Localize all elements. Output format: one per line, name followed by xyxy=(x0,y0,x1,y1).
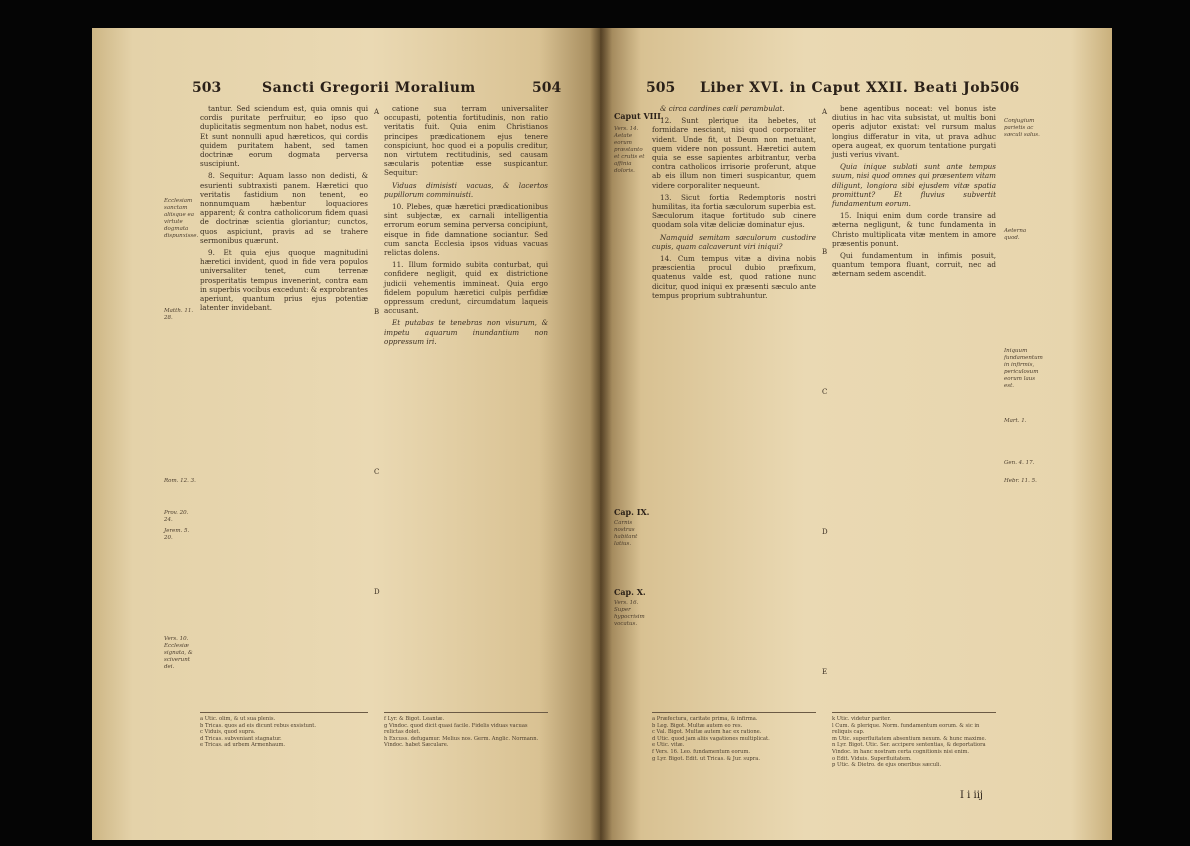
margin-note: Vers. 10. Ecclesiæ signata, & sciverunt dei. xyxy=(164,636,193,670)
text-column-1 xyxy=(652,104,816,303)
footnote: a Utic. olim, & ut sua plenis. xyxy=(200,716,276,722)
book-gutter xyxy=(590,28,612,840)
chapter-note: Carnis nostras habitant latius. xyxy=(614,520,638,547)
footnote: e Tricas. ad urbem Armenhaum. xyxy=(200,742,286,749)
footnote: h Excuss. defugamur. Melius nos. Germ. Anglic. Normann. Vindoc. habet Sæculare. xyxy=(384,735,539,749)
footnote: g Lyr. Bigot. Edit. ut Tricas. & Jur. supra. xyxy=(652,755,760,762)
footnote: o Edit. Viduis. Superfluitatem. xyxy=(832,755,912,762)
footnote: a Præfectura, caritate prima, & infirma. xyxy=(652,716,758,722)
chapter-label: Cap. IX. xyxy=(614,507,650,517)
footnote: f Vers. 16. Leo. fundamentum eorum. xyxy=(652,748,751,755)
open-book xyxy=(92,28,1112,840)
paragraph: Qui fundamentum in infimis posuit, quantum tempora fluant, corruit, nec ad æternam sedem ascendit. xyxy=(832,251,996,279)
footnote: k Utic. videtur pariter. xyxy=(832,716,891,722)
footnote: g Vindoc. quod dicit quasi facile. Fidelis viduas vacuas relictas dolet. xyxy=(384,722,528,736)
paragraph: 15. Iniqui enim dum corde transire ad æterna negligunt, & tunc fundamenta in Christo multiplicata vitæ mentem in amore præsentis ponunt. xyxy=(832,211,996,248)
margin-note: Iniquum fundamentum in infirmis, periculosum eorum laus est. xyxy=(1004,348,1043,389)
footnote: f Lyr. & Bigot. Leantæ. xyxy=(384,716,445,722)
text-column-2 xyxy=(384,104,548,349)
footnote: c Val. Bigot. Multæ autem hac ex ratione. xyxy=(652,729,762,736)
scripture-quote: & circa cardines cæli perambulat. xyxy=(660,104,785,113)
margin-note: Rom. 12. 3. xyxy=(164,478,196,484)
paragraph: 14. Cum tempus vitæ a divina nobis præscientia procul dubio præfixum, quatenus valde est, quod ratione nunc dicitur, quod iniqui ex præsenti sæculo ante tempus proprium subtrahuntur. xyxy=(652,254,816,300)
paragraph: bene agentibus noceat: vel bonus iste diutius in hac vita subsistat, ut multis boni operis adjutor existat: vel rursum malus longius differatur in vita, ut prava adhuc opera augeat, ex quorum tentatione purgati justi verius vivant. xyxy=(832,104,996,160)
paragraph: 9. Et quia ejus quoque magnitudini hæretici invident, quod in fide vera populos universaliter tenet, cum terrenæ prosperitatis tempus invenerint, contra eam in superbis vocibus excedunt: & exprobrantes aperiunt, quantum prius ejus potentiæ latenter invidebant. xyxy=(200,248,368,313)
footnote: l Cum. & plerique. Norm. fundamentum eorum. & sic in reliquis cap. xyxy=(832,722,980,736)
footnote-rule xyxy=(200,712,368,713)
footnote: b Leg. Bigot. Multæ autem eo res. xyxy=(652,722,743,729)
margin-note: Jerem. 5. 20. xyxy=(164,528,190,541)
paragraph: tantur. Sed sciendum est, quia omnis qui cordis puritate perfruitur, eo ipso quo duplicitatis segmentum non habet, nodus est. Et sunt nonnulli apud hæreticos, qui cordis quidem puritatem habent, sed tamen doctrinæ eorum dogmata perversa suscipiunt. xyxy=(200,104,368,169)
page-number-left: 503 xyxy=(192,80,222,96)
paragraph: 13. Sicut fortia Redemptoris nostri humilitas, ita fortia sæculorum superbia est. Sæculorum itaque fortitudo sub cinere quodam sola vitæ deliciæ dominatur ejus. xyxy=(652,192,816,230)
page-number-right: 506 xyxy=(990,80,1020,96)
margin-note: Matth. 11. 28. xyxy=(164,308,194,321)
footnote: d Tricas. subveniant stagnatur. xyxy=(200,735,282,742)
page-header-left: Sancti Gregorii Moralium xyxy=(262,80,476,96)
footnote: m Utic. superfluitatem absentium nexum. & hunc maxime. xyxy=(832,735,987,742)
footnote: d Utic. quod jam aliis vagationes multiplicat. xyxy=(652,735,770,742)
scripture-quote: Quia inique sublati sunt ante tempus suum, nisi quod omnes qui præsentem vitam diligunt, longiora sibi ejusdem vitæ spatia promittunt? Et fluvius subvertit fundamentum eorum. xyxy=(832,162,996,209)
chapter-label: Caput VIII. xyxy=(614,111,664,121)
footnote: b Tricas. quos ad eis dicunt rebus exsistunt. xyxy=(200,722,317,729)
margin-note: Aeterna quod. xyxy=(1004,228,1027,241)
paragraph: 10. Plebes, quæ hæretici prædicationibus sint subjectæ, ex carnali intelligentia errorum eorum semina perversa concipiunt, eisque in fide damnatione sociantur. Sed cum sancta Ecclesia ipsos viduas vacuas relictas dolens. xyxy=(384,202,548,258)
paragraph: 12. Sunt plerique ita hebetes, ut formidare nesciant, nisi quod corporaliter vident. Unde fit, ut Deum non metuant, quem videre non possunt. Hæretici autem quia se esse sapientes arbitrantur, verba contra catholicos irrisorie proferunt, atque ab eis illum non timeri suspicantur, quem videre corporaliter nequeunt. xyxy=(652,116,816,190)
footnote: n Lyr. Bigot. Utic. Ser. accipere sententias, & deportatiora Vindoc. in hanc nostram certa cognitionis nisi enim. xyxy=(832,742,986,755)
left-page: 503 Sancti Gregorii Moralium 504 Ecclesiam sanctam aliisque ea virtute dogmata dispunxisse. Matth. 11. 28. Rom. 12. 3. Prov. 20. 24. Jerem. 5. 20. Vers. 10. Ecclesiæ signata, & sciverunt dei. tantur. Sed sciendum est, quia omnis qui cordis puritate perfruitur, eo ipso quo duplicitatis segmentum non habet, nodus est. Et sunt nonnulli apud hæreticos, qui cordis quidem puritatem habent, sed tamen doctrinæ eorum dogmata perversa suscipiunt. 8. Sequitur: Aquam lasso non dedisti, & esurienti subtraxisti panem. Hæretici quo veritatis fastidium non tenent, eo nonnumquam hæbentur loquaciores apparent; & contra catholicorum fidem quasi de doctrinæ scientia gloriantur; cunctos, quos aspiciunt, pravis ad se trahere sermonibus quærunt. 9. Et quia ejus quoque magnitudini hæretici invident, quod in fide vera populos universaliter tenet, cum terrenæ prosperitatis tempus invenerint, contra eam in superbis vocibus excedunt: & exprobrantes aperiunt, quantum prius ejus potentiæ latenter invidebant. catione sua terram universaliter occupasti, potentia fortitudinis, non ratio veritatis fuit. Quia enim Christianos principes prædicationem ejus tenere conspiciunt, hoc quod ei a populis creditur, non virtutem rectitudinis, sed causam sæcularis potentiæ esse suspicantur. Sequitur: Viduas dimisisti vacuas, & lacertos pupillorum comminuisti. 10. Plebes, quæ hæretici prædicationibus sint subjectæ, ex carnali intelligentia errorum eorum semina perversa concipiunt, eisque in fide damnatione sociantur. Sed cum sancta Ecclesia ipsos viduas vacuas relictas dolens. 11. Illum formido subita conturbat, qui confidere negligit, quid ex districtione judicii vehementis immineat. Quia ergo fidelem populum hæretici culpis perfidiæ oppressum credunt, circumdatum laqueis accusant. Et putabas te tenebras non visurum, & impetu aquarum inundantium non oppressum iri. A B C D a Utic. olim, & ut sua plenis. b Tricas. quos ad eis dicunt rebus exsistunt. c Viduis, quod supra. d Tricas. subveniant stagnatur. e Tricas. ad urbem Armenhaum. f Lyr. & Bigot. Leantæ. g Vindoc. quod dicit quasi facile. Fidelis viduas vacuas relictas dolet. h Excuss. defugamur. Melius nos. Germ. Anglic. Normann. Vindoc. habet Sæculare. xyxy=(92,28,600,840)
footnotes-left xyxy=(200,716,368,749)
text-column-2 xyxy=(832,104,996,282)
margin-note: Hebr. 11. 5. xyxy=(1004,478,1037,484)
footnotes-left xyxy=(652,716,816,762)
scripture-quote: Et putabas te tenebras non visurum, & impetu aquarum inundantium non oppressum iri. xyxy=(384,318,548,346)
chapter-label: Cap. X. xyxy=(614,587,646,597)
chapter-note: Vers. 14. Aetate eorum præstanto et crutis et affinia doloris. xyxy=(614,126,645,174)
page-number-right: 504 xyxy=(532,80,562,96)
footnote-rule xyxy=(832,712,996,713)
scripture-quote: Namquid semitam sæculorum custodire cupis, quam calcaverunt viri iniqui? xyxy=(652,232,816,251)
footnote: e Utic. vitæ. xyxy=(652,742,685,749)
page-number-left: 505 xyxy=(646,80,676,96)
footnotes-right xyxy=(384,716,548,749)
margin-note: Mart. 1. xyxy=(1004,418,1027,424)
margin-note: Ecclesiam sanctam aliisque ea virtute dogmata dispunxisse. xyxy=(164,198,199,239)
paragraph: 11. Illum formido subita conturbat, qui confidere negligit, quid ex districtione judicii vehementis immineat. Quia ergo fidelem populum hæretici culpis perfidiæ oppressum credunt, circumdatum laqueis accusant. xyxy=(384,260,548,316)
footnote: c Viduis, quod supra. xyxy=(200,729,256,736)
footnotes-right xyxy=(832,716,996,769)
scripture-quote: Viduas dimisisti vacuas, & lacertos pupillorum comminuisti. xyxy=(384,180,548,199)
margin-note: Gen. 4. 17. xyxy=(1004,460,1035,466)
margin-note: Prov. 20. 24. xyxy=(164,510,189,523)
chapter-note: Vers. 16. Super hypocrisim vocatus. xyxy=(614,600,645,627)
paragraph: catione sua terram universaliter occupasti, potentia fortitudinis, non ratio veritatis fuit. Quia enim Christianos principes prædicationem ejus tenere conspiciunt, hoc quod ei a populis creditur, non virtutem rectitudinis, sed causam sæcularis potentiæ esse suspicantur. Sequitur: xyxy=(384,104,548,178)
signature-mark: I i iij xyxy=(960,790,984,801)
page-header-right: Liber XVI. in Caput XXII. Beati Job. xyxy=(700,80,996,96)
paragraph: 8. Sequitur: Aquam lasso non dedisti, & esurienti subtraxisti panem. Hæretici quo veritatis fastidium non tenent, eo nonnumquam hæbentur loquaciores apparent; & contra catholicorum fidem quasi de doctrinæ scientia gloriantur; cunctos, quos aspiciunt, pravis ad se trahere sermonibus quærunt. xyxy=(200,171,368,245)
text-column-1 xyxy=(200,104,368,315)
footnote-rule xyxy=(652,712,816,713)
footnote: p Utic. & Dietro. de ejus oneribus sæculi. xyxy=(832,762,942,769)
margin-note: Conjugium parietis ac sæculi salus. xyxy=(1004,118,1040,138)
right-page: 505 Liber XVI. in Caput XXII. Beati Job. 506 Caput VIII. Vers. 14. Aetate eorum præstanto et crutis et affinia doloris. Cap. IX. Carnis nostras habitant latius. Cap. X. Vers. 16. Super hypocrisim vocatus. & circa cardines cæli perambulat. 12. Sunt plerique ita hebetes, ut formidare nesciant, nisi quod corporaliter vident. Unde fit, ut Deum non metuant, quem videre non possunt. Hæretici autem quia se esse sapientes arbitrantur, verba contra catholicos irrisorie proferunt, atque ab eis illum non timeri suspicantur, quem videre corporaliter nequeunt. 13. Sicut fortia Redemptoris nostri humilitas, ita fortia sæculorum superbia est. Sæculorum itaque fortitudo sub cinere quodam sola vitæ deliciæ dominatur ejus. Namquid semitam sæculorum custodire cupis, quam calcaverunt viri iniqui? 14. Cum tempus vitæ a divina nobis præscientia procul dubio præfixum, quatenus valde est, quod ratione nunc dicitur, quod iniqui ex præsenti sæculo ante tempus proprium subtrahuntur. A B C D E bene agentibus noceat: vel bonus iste diutius in hac vita subsistat, ut multis boni operis adjutor existat: vel rursum malus longius differatur in vita, ut prava adhuc opera augeat, ex quorum tentatione purgati justi verius vivant. Quia inique sublati sunt ante tempus suum, nisi quod omnes qui præsentem vitam diligunt, longiora sibi ejusdem vitæ spatia promittunt? Et fluvius subvertit fundamentum eorum. 15. Iniqui enim dum corde transire ad æterna negligunt, & tunc fundamenta in Christo multiplicata vitæ mentem in amore præsentis ponunt. Qui fundamentum in infimis posuit, quantum tempora fluant, corruit, nec ad æternam sedem ascendit. Conjugium parietis ac sæculi salus. Aeterna quod. Iniquum fundamentum in infirmis, periculosum eorum laus est. Mart. 1. Gen. 4. 17. Hebr. 11. 5. a Præfectura, caritate prima, & infirma. b Leg. Bigot. Multæ autem eo res. c Val. Bigot. Multæ autem hac ex ratione. d Utic. quod jam aliis vagationes multiplicat. e Utic. vitæ. f Vers. 16. Leo. fundamentum eorum. g Lyr. Bigot. Edit. ut Tricas. & Jur. supra. k Utic. videtur pariter. l Cum. & plerique. Norm. fundamentum eorum. & sic in reliquis cap. m Utic. superfluitatem absentium nexum. & hunc maxime. n Lyr. Bigot. Utic. Ser. accipere sententias, & deportatiora Vindoc. in hanc nostram certa cognitionis nisi enim. o Edit. Viduis. Superfluitatem. p Utic. & Dietro. de ejus oneribus sæculi. I i iij xyxy=(600,28,1112,840)
footnote-rule xyxy=(384,712,548,713)
